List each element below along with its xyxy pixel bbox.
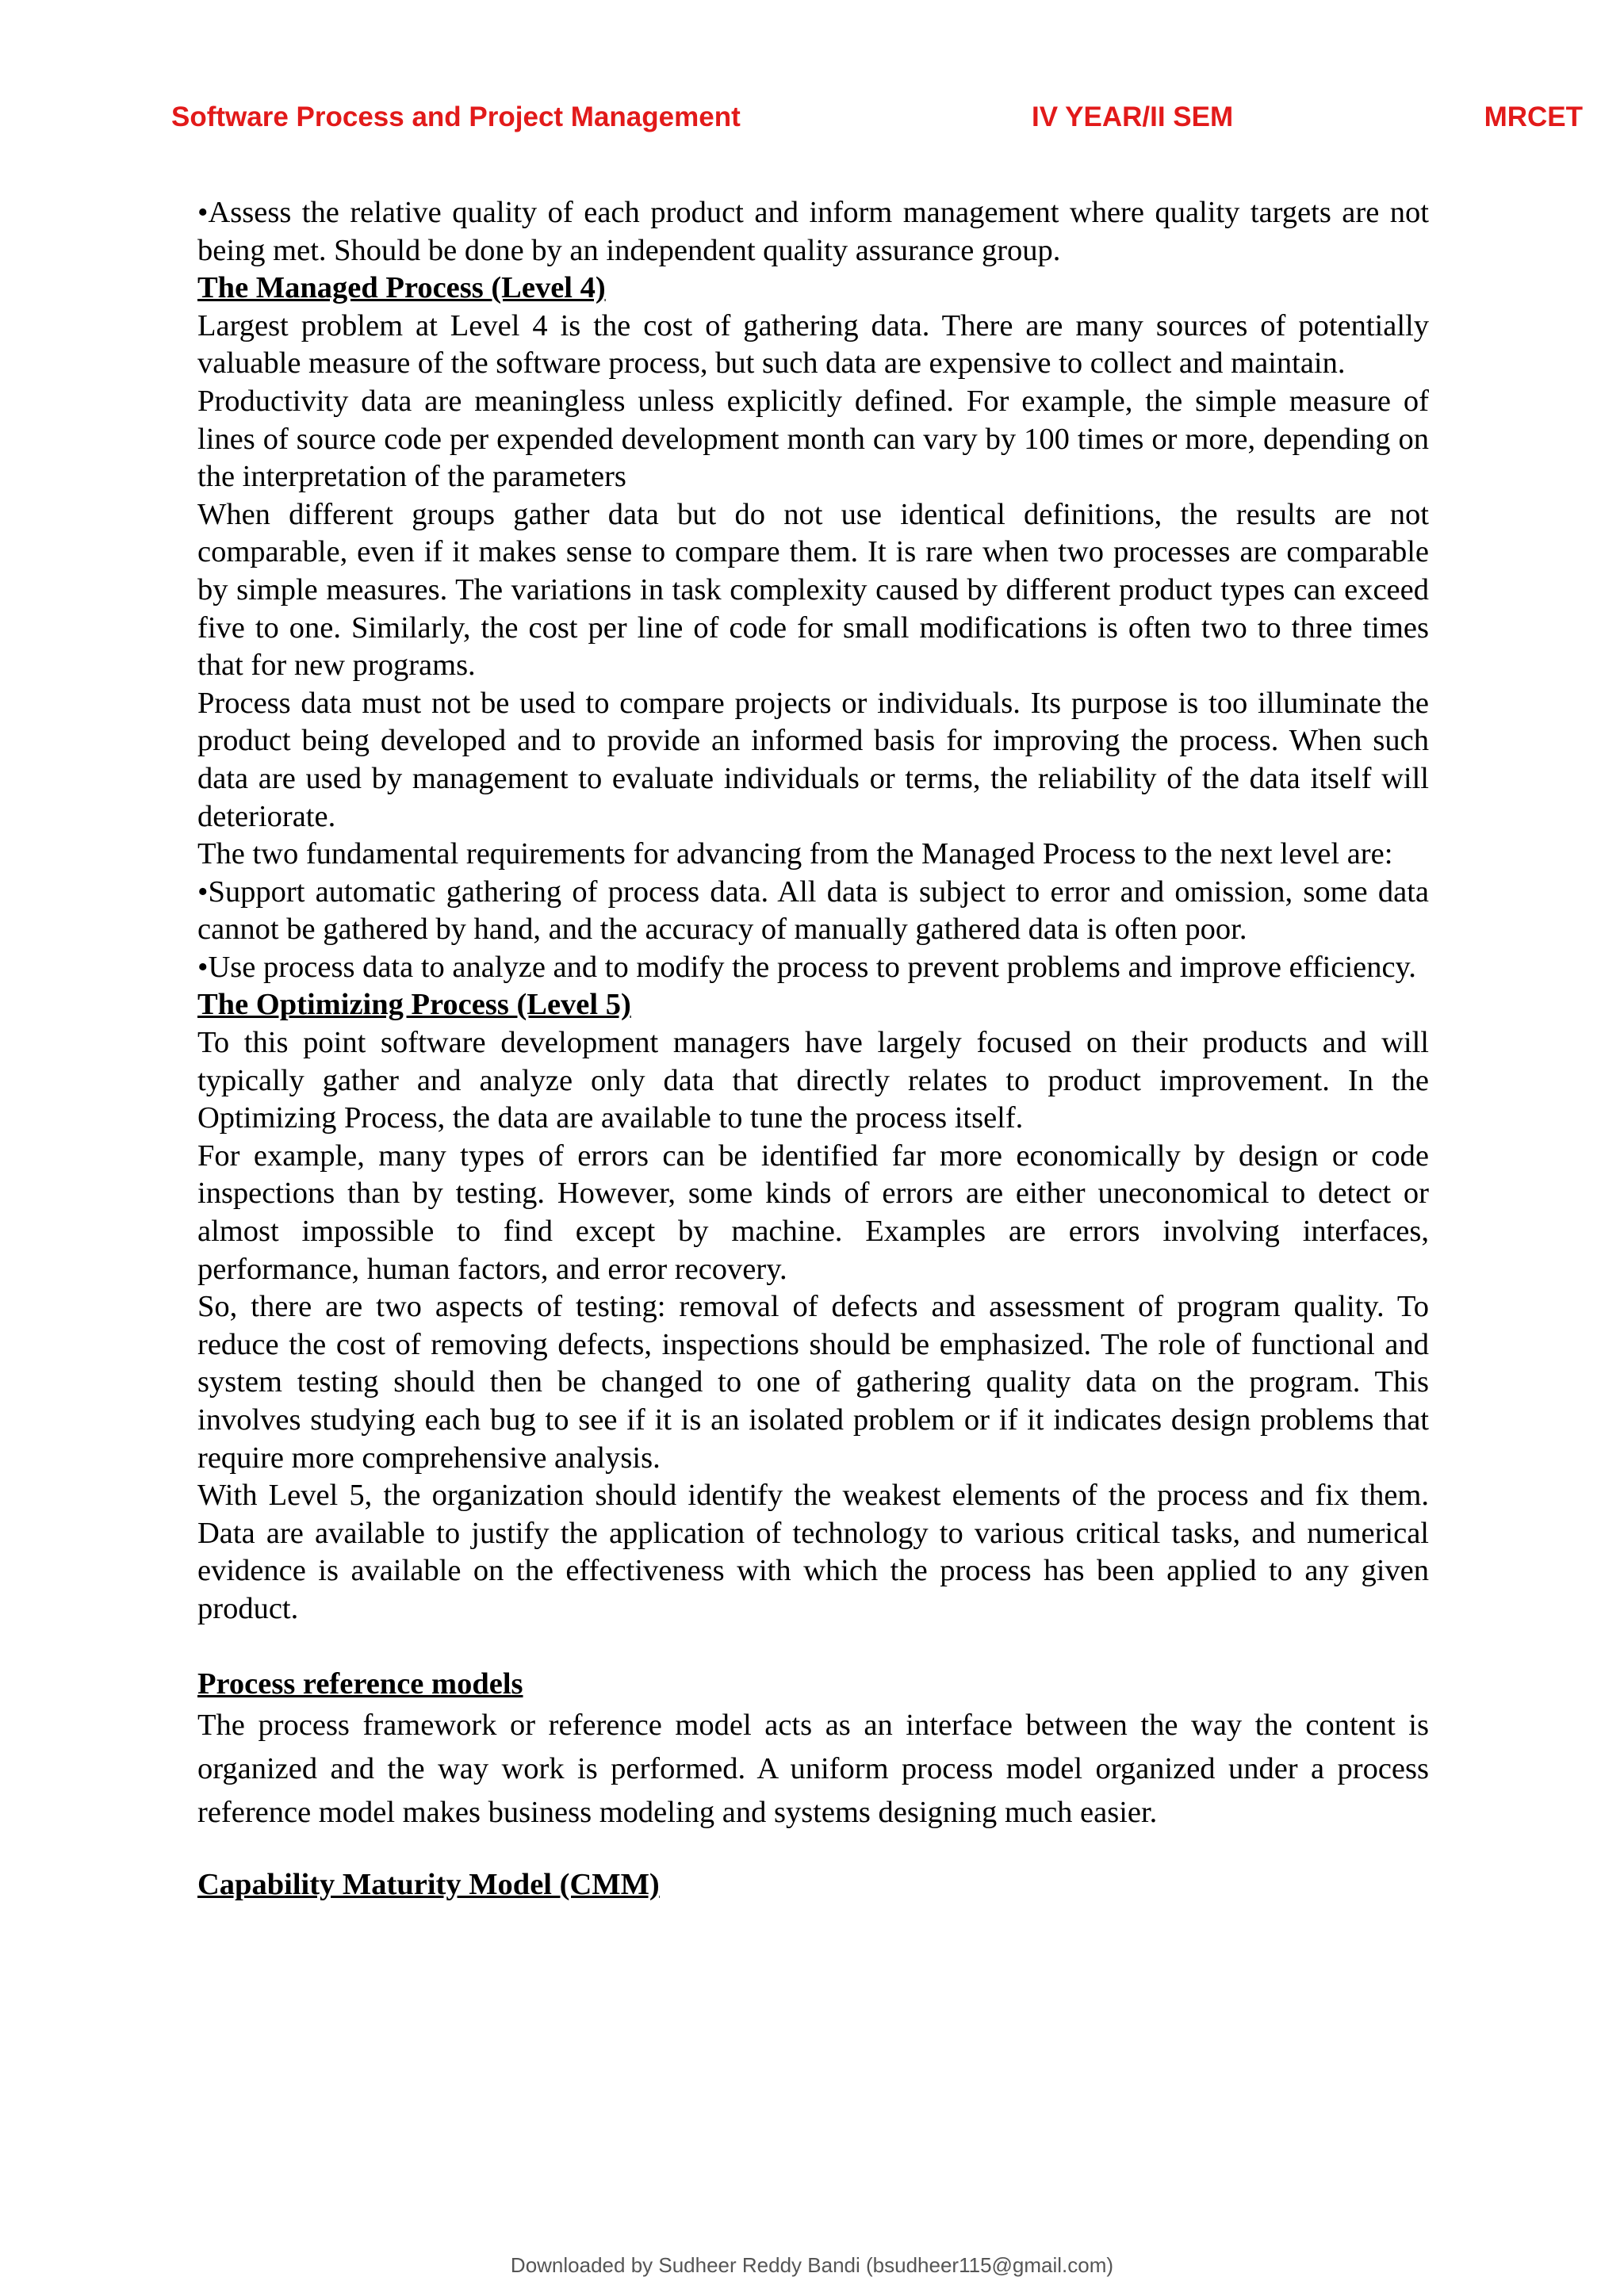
paragraph-aspects-of-testing: So, there are two aspects of testing: removal of defects and assessment of program quality. To reduce the cost of removing defects, inspections should be emphasized. The role of functional and system testing should then be changed to one of gathering quality data on the program. This involves studying each bug to see if it is an isolated problem or if it indicates design problems that require more comprehensive analysis. [197, 1290, 1429, 1475]
paragraph-fundamental-requirements: The two fundamental requirements for advancing from the Managed Process to the next level are: [197, 837, 1393, 871]
page-header [171, 101, 1583, 141]
paragraph-use-process-data: •Use process data to analyze and to modify the process to prevent problems and improve efficiency. [197, 950, 1416, 984]
paragraph-level4-problem: Largest problem at Level 4 is the cost of gathering data. There are many sources of potentially valuable measure of the software process, but such data are expensive to collect and maintain. [197, 308, 1429, 381]
download-footer: Downloaded by Sudheer Reddy Bandi (bsudheer115@gmail.com) [510, 2253, 1114, 2277]
paragraph-support-automatic: •Support automatic gathering of process data. All data is subject to error and omission, some data cannot be gathered by hand, and the accuracy of manually gathered data is often poor. [197, 874, 1429, 947]
paragraph-different-groups: When different groups gather data but do not use identical definitions, the results are not comparable, even if it makes sense to compare them. It is rare when two processes are comparable by simple measures. The variations in task complexity caused by different product types can exceed five to one. Similarly, the cost per line of code for small modifications is often two to three times that for new programs. [197, 497, 1429, 683]
header-year-semester: IV YEAR/II SEM [1032, 101, 1234, 132]
paragraph-level5-organization: With Level 5, the organization should identify the weakest elements of the process and fix them. Data are available to justify the application of technology to various critical tasks, and numerical evidence is available on the effectiveness with which the process has been applied to any given product. [197, 1479, 1429, 1625]
paragraph-process-data-usage: Process data must not be used to compare projects or individuals. Its purpose is too illuminate the product being developed and to provide an informed basis for improving the process. When such data are used by management to evaluate individuals or terms, the reliability of the data itself will deteriorate. [197, 686, 1429, 833]
heading-process-reference-models: Process reference models [197, 1667, 523, 1701]
heading-managed-process: The Managed Process (Level 4) [197, 271, 606, 305]
heading-cmm: Capability Maturity Model (CMM) [197, 1867, 660, 1901]
page-body [197, 194, 1429, 1904]
paragraph-types-of-errors: For example, many types of errors can be identified far more economically by design or code inspections than by testing. However, some kinds of errors are either uneconomical to detect or almost impossible to find except by machine. Examples are errors involving interfaces, performance, human factors, and error recovery. [197, 1138, 1429, 1286]
header-course-title: Software Process and Project Management [171, 101, 741, 132]
paragraph-assess-quality: •Assess the relative quality of each product and inform management where quality targets are not being met. Should be done by an independent quality assurance group. [197, 196, 1429, 267]
paragraph-productivity-data: Productivity data are meaningless unless explicitly defined. For example, the simple measure of lines of source code per expended development month can vary by 100 times or more, depending on the interpretation of the parameters [197, 384, 1429, 494]
heading-optimizing-process: The Optimizing Process (Level 5) [197, 988, 631, 1022]
paragraph-to-this-point: To this point software development managers have largely focused on their products and will typically gather and analyze only data that directly relates to product improvement. In the Optimizing Process, the data are available to tune the process itself. [197, 1026, 1429, 1135]
header-institution: MRCET [1484, 101, 1583, 132]
spacer [197, 1628, 1429, 1667]
paragraph-reference-model: The process framework or reference model acts as an interface between the way the content is organized and the way work is performed. A uniform process model organized under a process reference model makes business modeling and systems designing much easier. [197, 1708, 1429, 1829]
